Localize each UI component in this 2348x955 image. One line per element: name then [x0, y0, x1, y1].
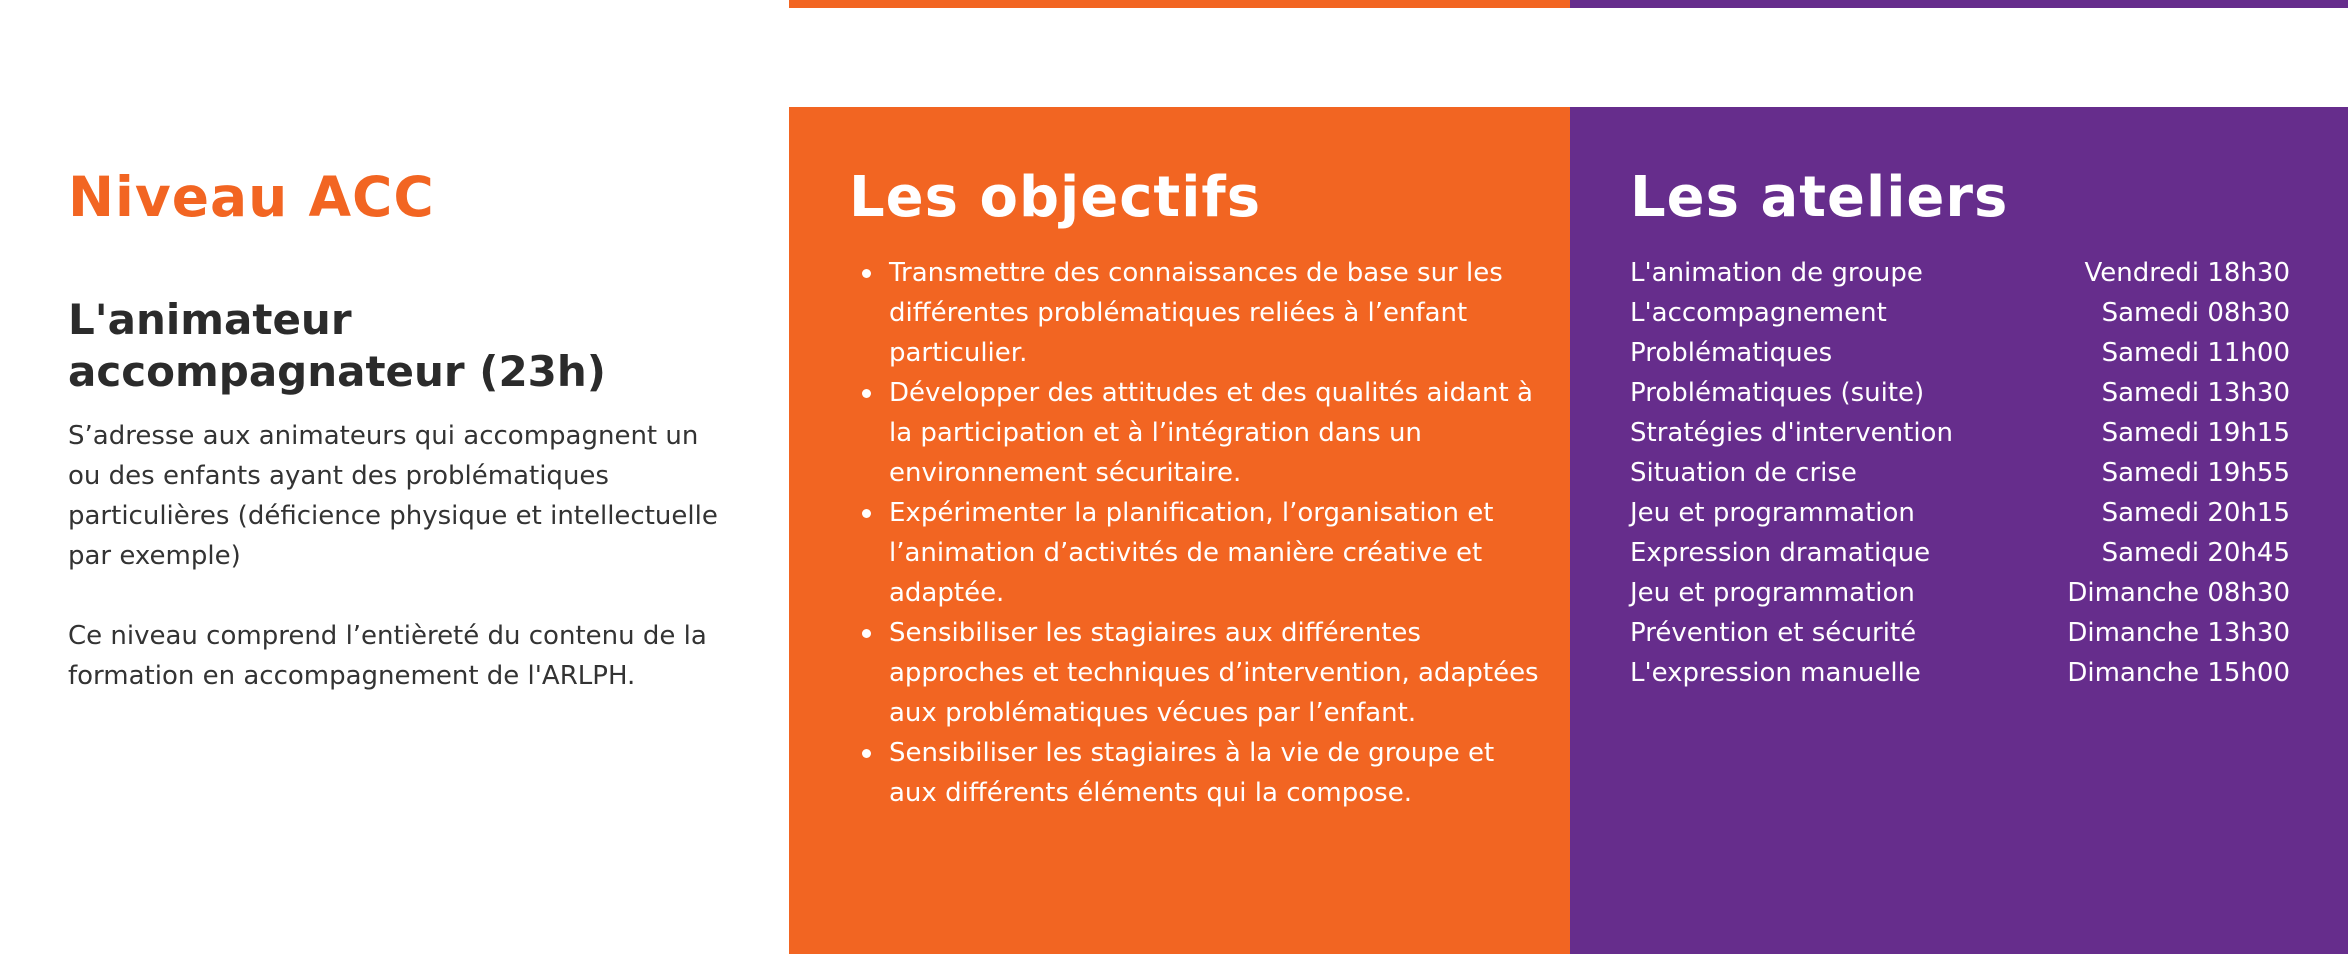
workshop-name: Problématiques (suite)	[1630, 378, 1925, 408]
workshop-time: Dimanche 15h00	[2067, 658, 2290, 688]
workshop-time: Dimanche 08h30	[2067, 578, 2290, 608]
workshop-row	[1630, 373, 2290, 413]
workshop-name: L'accompagnement	[1630, 298, 1887, 328]
level-intro-section	[68, 160, 728, 696]
objectives-panel	[789, 107, 1570, 954]
workshop-row	[1630, 413, 2290, 453]
workshop-name: Situation de crise	[1630, 458, 1857, 488]
top-accent-bar-purple	[1570, 0, 2348, 8]
objective-item: Sensibiliser les stagiaires à la vie de groupe et aux différents éléments qui la compose.	[889, 733, 1549, 813]
workshop-time: Samedi 08h30	[2101, 298, 2290, 328]
workshop-name: Jeu et programmation	[1630, 498, 1915, 528]
workshop-time: Samedi 20h15	[2101, 498, 2290, 528]
workshop-name: L'expression manuelle	[1630, 658, 1921, 688]
intro-paragraph: S’adresse aux animateurs qui accompagnent un ou des enfants ayant des problématiques particulières (déficience physique et intellectuelle par exemple)	[68, 421, 718, 571]
workshop-row	[1630, 453, 2290, 493]
workshop-time: Vendredi 18h30	[2084, 258, 2290, 288]
content-paragraph: Ce niveau comprend l’entièreté du contenu de la formation en accompagnement de l'ARLPH.	[68, 621, 707, 691]
course-subtitle: L'animateur accompagnateur (23h)	[68, 295, 607, 396]
workshop-time: Samedi 19h55	[2101, 458, 2290, 488]
workshops-schedule	[1630, 253, 2290, 693]
workshop-time: Samedi 11h00	[2101, 338, 2290, 368]
workshop-name: L'animation de groupe	[1630, 258, 1923, 288]
workshop-row	[1630, 613, 2290, 653]
objectives-list	[849, 253, 1549, 813]
workshop-row	[1630, 533, 2290, 573]
top-accent-bar-orange	[789, 0, 1570, 8]
workshop-time: Samedi 13h30	[2101, 378, 2290, 408]
workshop-row	[1630, 493, 2290, 533]
workshop-name: Prévention et sécurité	[1630, 618, 1917, 648]
workshop-row	[1630, 253, 2290, 293]
workshop-name: Expression dramatique	[1630, 538, 1931, 568]
workshop-time: Samedi 20h45	[2101, 538, 2290, 568]
workshop-name: Stratégies d'intervention	[1630, 418, 1953, 448]
level-title: Niveau ACC	[68, 165, 435, 229]
workshop-name: Problématiques	[1630, 338, 1833, 368]
objective-item: Transmettre des connaissances de base sur les différentes problématiques reliées à l’enfant particulier.	[889, 253, 1549, 373]
workshop-time: Samedi 19h15	[2101, 418, 2290, 448]
workshop-row	[1630, 333, 2290, 373]
objective-item: Sensibiliser les stagiaires aux différentes approches et techniques d’intervention, adaptées aux problématiques vécues par l’enfant.	[889, 613, 1549, 733]
objective-item: Expérimenter la planification, l’organisation et l’animation d’activités de manière créative et adaptée.	[889, 493, 1549, 613]
objectives-title: Les objectifs	[849, 165, 1262, 230]
workshops-title: Les ateliers	[1630, 165, 2009, 230]
workshop-row	[1630, 653, 2290, 693]
workshop-row	[1630, 293, 2290, 333]
objective-item: Développer des attitudes et des qualités aidant à la participation et à l’intégration dans un environnement sécuritaire.	[889, 373, 1549, 493]
workshop-row	[1630, 573, 2290, 613]
workshop-name: Jeu et programmation	[1630, 578, 1915, 608]
workshops-panel	[1570, 107, 2348, 954]
workshop-time: Dimanche 13h30	[2067, 618, 2290, 648]
